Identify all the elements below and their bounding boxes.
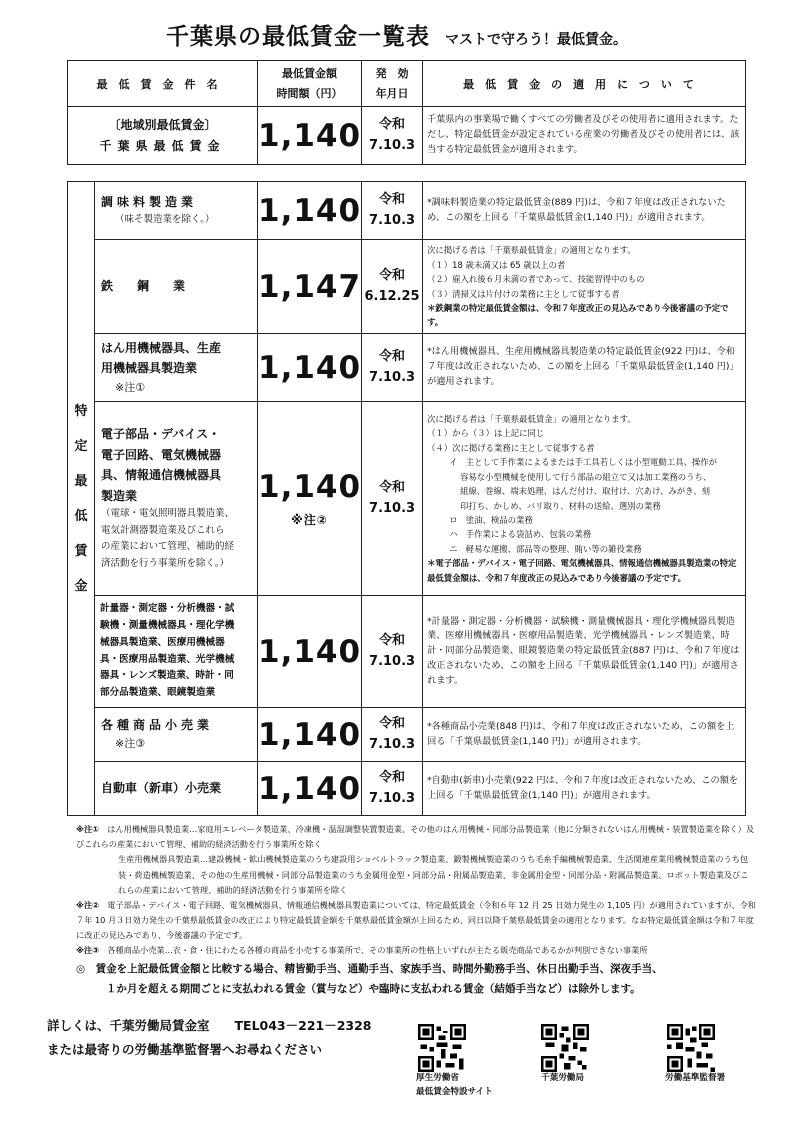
regional-wage-table xyxy=(67,60,746,165)
industry-desc: 次に掲げる者は「千葉県最低賃金」の適用となります。 （１）から（３）は上記に同じ （４）次に掲げる業務に主として従事する者 イ 主として手作業によるまたは手工具若しくは小型電動工具、操作が 容易な小型機械を使用して行う部品の組立て又は加工業務のうち、 組線、巻線、端末処理、はんだ付け、取付け、穴あけ、みがき、刻 印打ち、かしめ、バリ取り、材料の送給、選別の業務 ロ 塗油、検品の業務 ハ 手作業による袋詰め、包装の業務 ニ 軽易な運搬、部品等の整理、賄い等の雑役業務 ＊電子部品・デバイス・電子回路、電気機械器具、情報通信機械器具製造業の特定最低賃金額は、令和７年度改正の見込みであり今後審議の予定です。 xyxy=(423,402,746,596)
industry-name: 電子部品・デバイス・ 電子回路、電気機械器 具、情報通信機械器具 製造業 （電球・電気照明器具製造業、 電気計測器製造業及びこれら の産業において管理、補助的経 済活動を行う事業所を除く。） xyxy=(95,402,258,596)
note-2: ※注② 電子部品・デバイス・電子回路、電気機械器具、情報通信機械器具製造業については、特定最低賃金（令和６年 12 月 25 日効力発生の 1,105 円）が適用されていますが、令和７年 10 月３日効力発生の千葉県最低賃金の改正により特定最低賃金額を千葉県最低賃金額が上回るため、同日以降千葉県最低賃金の適用となります。なお特定最低賃金額は令和７年度に改正の見込みであり、今後審議の予定です。 xyxy=(76,899,756,941)
header-amount: 最低賃金額 時間額（円） xyxy=(258,61,362,107)
header-date: 発 効 年月日 xyxy=(362,61,423,107)
qr-code-mhlw[interactable] xyxy=(417,1023,465,1071)
industry-wage: 1,140 ※注② xyxy=(258,402,362,596)
qr-code-icon xyxy=(540,1023,588,1071)
industry-wage: 1,140 xyxy=(258,334,362,402)
industry-name: 各種商品小売業 ※注③ xyxy=(95,708,258,762)
industry-wage: 1,147 xyxy=(258,240,362,334)
industry-wage: 1,140 xyxy=(258,708,362,762)
contact-line-1: 詳しくは、千葉労働局賃金室 TEL043－221－2328 xyxy=(47,1018,372,1033)
exclusion-note-1: ◎ 賃金を上記最低賃金額と比較する場合、精皆勤手当、通勤手当、家族手当、時間外勤務手当、休日出勤手当、深夜手当、 xyxy=(76,962,663,975)
page-subtitle: マストで守ろう！最低賃金。 xyxy=(445,32,628,48)
qr-label-chiba-labor: 千葉労働局 xyxy=(541,1073,584,1083)
contact-info xyxy=(47,1014,372,1062)
industry-date: 令和 7.10.3 xyxy=(362,402,423,596)
page-title-row xyxy=(0,18,793,51)
contact-line-2: または最寄りの労働基準監督署へお尋ねください xyxy=(47,1041,323,1057)
wage-note: ※注② xyxy=(291,513,328,527)
industry-name: 鉄 鋼 業 xyxy=(95,240,258,334)
industry-date: 令和 7.10.3 xyxy=(362,182,423,240)
qr-code-icon xyxy=(417,1023,465,1071)
industry-wage: 1,140 xyxy=(258,596,362,708)
industry-date: 令和 7.10.3 xyxy=(362,762,423,816)
industry-date: 令和 7.10.3 xyxy=(362,596,423,708)
note-1: ※注① はん用機械器具製造業…家庭用エレベータ製造業、冷凍機・温湿調整装置製造業、その他のはん用機械・同部分品製造業（他に分類されないはん用機械・装置製造業を除く）及びこれらの産業において管理、補助的経済活動を行う事業所を除く xyxy=(76,824,755,850)
page-title: 千葉県の最低賃金一覧表 xyxy=(165,24,430,50)
footnotes xyxy=(76,822,756,999)
qr-label-inspection-office: 労働基準監督署 xyxy=(665,1073,726,1083)
industry-desc: 次に掲げる者は「千葉県最低賃金」の適用となります。 （１）18 歳未満又は 65 歳以上の者 （２）雇入れ後６月未満の者であって、技能習得中のもの （３）清掃又は片付けの業務に主として従事する者 ＊鉄鋼業の特定最低賃金額は、令和７年度改正の見込みであり今後審議の予定です。 xyxy=(423,240,746,334)
regional-wage-amount: 1,140 xyxy=(258,107,362,165)
note-3: ※注③ 各種商品小売業…衣・食・住にわたる各種の商品を小売する事業所で、その事業所の性格上いずれが主たる販売商品であるかが判別できない事業所 xyxy=(76,945,648,956)
note-1b: 生産用機械器具製造業…建設機械・鉱山機械製造業のうち建設用ショベルトラック製造業、鍛製機械製造業のうち毛糸手編機械製造業、生活関連産業用機械製造業のうち包装・荷造機械製造業、その他の生産用機械・同部分品製造業のうち金属用金型・同部分品・附属品製造業、非金属用金型・同部分品・附属品製造業、ロボット製造業及びこれらの産業において管理、補助的経済活動を行う事業所を除く xyxy=(118,854,749,895)
header-apply: 最低賃金の適用について xyxy=(423,61,746,107)
header-name: 最低賃金件名 xyxy=(68,61,258,107)
qr-code-inspection-office[interactable] xyxy=(666,1023,714,1071)
industry-wage: 1,140 xyxy=(258,762,362,816)
industry-name: 調味料製造業 （味そ製造業を除く。） xyxy=(95,182,258,240)
industry-date: 令和 7.10.3 xyxy=(362,708,423,762)
qr-code-chiba-labor[interactable] xyxy=(540,1023,588,1071)
industry-name: はん用機械器具、生産 用機械器具製造業 ※注① xyxy=(95,334,258,402)
industry-desc: *計量器・測定器・分析機器・試験機・測量機械器具・理化学機械器具製造業、医療用機械器具・医療用品製造業、光学機械器具・レンズ製造業、時計・同部分品製造業、眼鏡製造業の特定最低賃金(887 円)は、令和７年度は改正されないため、この額を上回る「千葉県最低賃金(1,140 円)」が適用されます。 xyxy=(423,596,746,708)
industry-name: 自動車（新車）小売業 xyxy=(95,762,258,816)
industry-wage: 1,140 xyxy=(258,182,362,240)
industry-date: 令和 6.12.25 xyxy=(362,240,423,334)
industry-date: 令和 7.10.3 xyxy=(362,334,423,402)
industry-desc: *各種商品小売業(848 円)は、令和７年度は改正されないため、この額を上回る「千葉県最低賃金(1,140 円)」が適用されます。 xyxy=(423,708,746,762)
regional-wage-date: 令和 7.10.3 xyxy=(362,107,423,165)
qr-label-mhlw: 厚生労働省 最低賃金特設サイト xyxy=(416,1073,493,1097)
special-wage-table xyxy=(67,181,746,816)
industry-desc: *自動車(新車)小売業(922 円は、令和７年度は改正されないため、この額を上回る「千葉県最低賃金(1,140 円)」が適用されます。 xyxy=(423,762,746,816)
qr-code-icon xyxy=(666,1023,714,1071)
special-side-label: 特 定 最 低 賃 金 xyxy=(68,182,95,816)
regional-wage-name: 〔地域別最低賃金〕 千葉県最低賃金 xyxy=(68,107,258,165)
industry-desc: *調味料製造業の特定最低賃金(889 円)は、令和７年度は改正されないため、この額を上回る「千葉県最低賃金(1,140 円)」が適用されます。 xyxy=(423,182,746,240)
regional-wage-desc: 千葉県内の事業場で働くすべての労働者及びその使用者に適用されます。ただし、特定最低賃金が設定されている産業の労働者及びその使用者には、該当する特定最低賃金が適用されます。 xyxy=(423,107,746,165)
industry-name: 計量器・測定器・分析機器・試 験機・測量機械器具・理化学機 械器具製造業、医療用機械器 具・医療用品製造業、光学機械 器具・レンズ製造業、時計・同 部分品製造業、眼鏡製造業 xyxy=(95,596,258,708)
exclusion-note-2: １か月を超える期間ごとに支払われる賃金（賞与など）や臨時に支払われる賃金（結婚手当など）は除外します。 xyxy=(106,983,641,996)
industry-desc: *はん用機械器具、生産用機械器具製造業の特定最低賃金(922 円)は、令和７年度は改正されないため、この額を上回る「千葉県最低賃金(1,140 円)」が適用されます。 xyxy=(423,334,746,402)
